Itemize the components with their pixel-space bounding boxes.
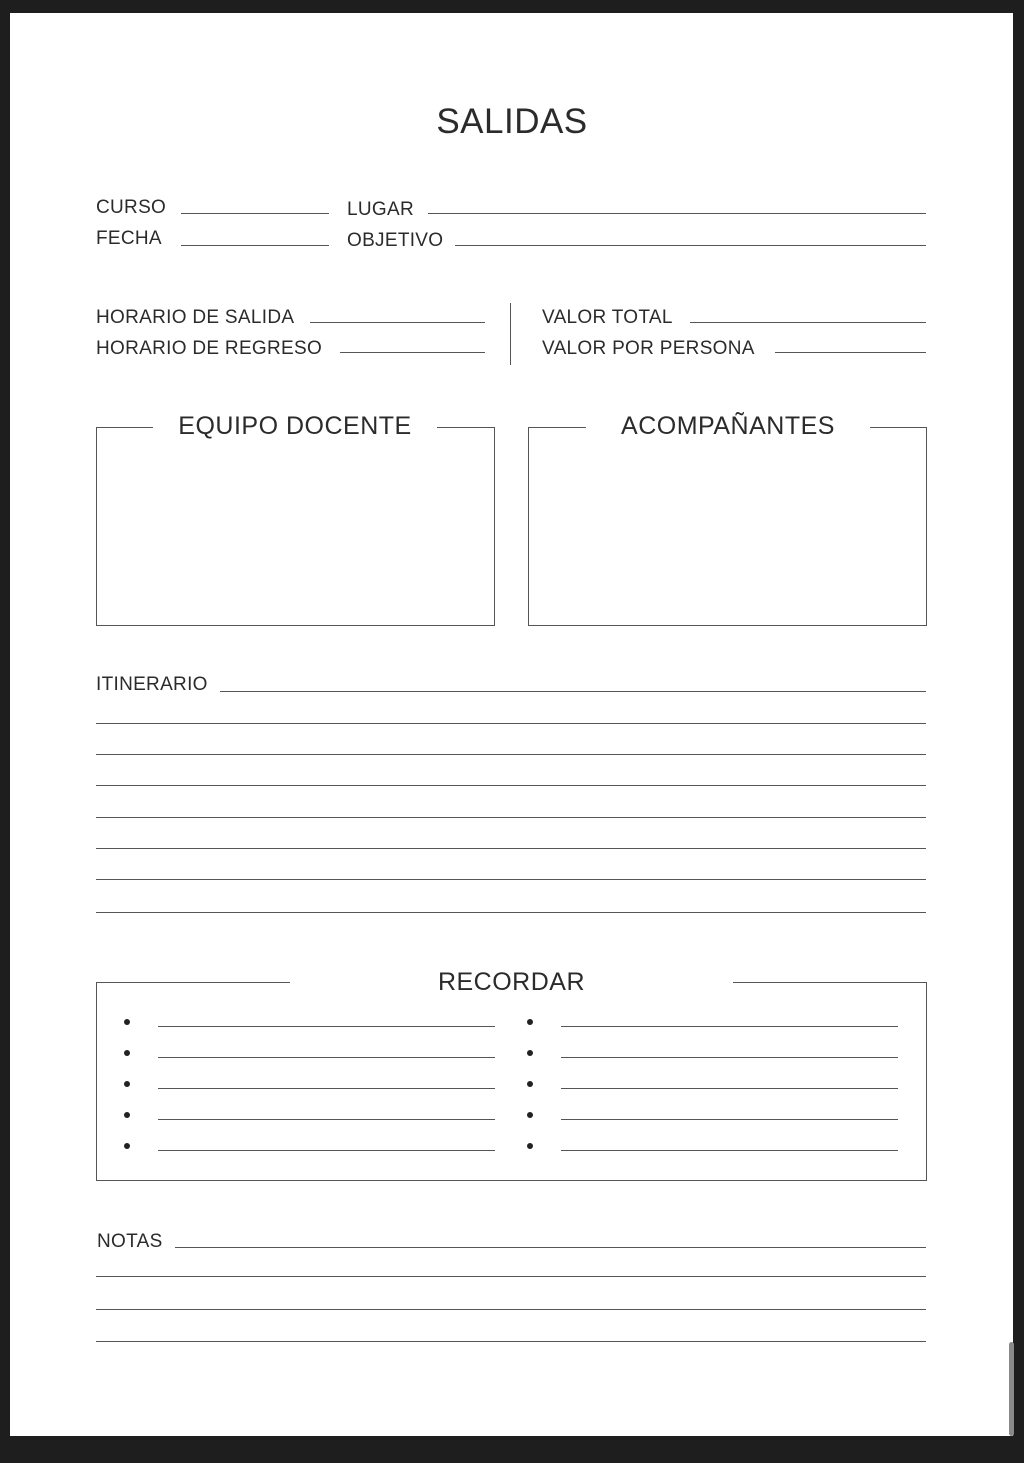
valor-persona-label: VALOR POR PERSONA bbox=[542, 338, 755, 359]
notas-line[interactable] bbox=[96, 1276, 926, 1277]
equipo-docente-box[interactable] bbox=[96, 427, 495, 626]
curso-field[interactable] bbox=[181, 213, 329, 214]
notas-line[interactable] bbox=[175, 1247, 926, 1248]
valor-total-label: VALOR TOTAL bbox=[542, 307, 673, 328]
recordar-item-line[interactable] bbox=[561, 1026, 898, 1027]
bullet-icon bbox=[124, 1081, 130, 1087]
bullet-icon bbox=[527, 1143, 533, 1149]
fecha-label: FECHA bbox=[96, 228, 162, 249]
form-sheet bbox=[10, 13, 1013, 1436]
horario-regreso-field[interactable] bbox=[340, 352, 485, 353]
itinerario-line[interactable] bbox=[96, 879, 926, 880]
notas-label: NOTAS bbox=[97, 1231, 163, 1252]
bullet-icon bbox=[124, 1112, 130, 1118]
itinerario-line[interactable] bbox=[220, 691, 926, 692]
recordar-item-line[interactable] bbox=[561, 1150, 898, 1151]
curso-label: CURSO bbox=[96, 197, 167, 218]
lugar-field[interactable] bbox=[428, 213, 926, 214]
scrollbar-thumb[interactable] bbox=[1009, 1342, 1014, 1436]
recordar-item-line[interactable] bbox=[158, 1150, 495, 1151]
bullet-icon bbox=[527, 1112, 533, 1118]
itinerario-line[interactable] bbox=[96, 817, 926, 818]
itinerario-line[interactable] bbox=[96, 785, 926, 786]
bullet-icon bbox=[124, 1143, 130, 1149]
recordar-box bbox=[96, 982, 927, 1181]
recordar-item-line[interactable] bbox=[561, 1057, 898, 1058]
itinerario-line[interactable] bbox=[96, 723, 926, 724]
itinerario-label: ITINERARIO bbox=[96, 674, 208, 695]
itinerario-line[interactable] bbox=[96, 912, 926, 913]
bullet-icon bbox=[124, 1050, 130, 1056]
recordar-item-line[interactable] bbox=[561, 1119, 898, 1120]
fecha-field[interactable] bbox=[181, 245, 329, 246]
notas-line[interactable] bbox=[96, 1341, 926, 1342]
divider bbox=[510, 303, 511, 365]
recordar-item-line[interactable] bbox=[158, 1088, 495, 1089]
page-title: SALIDAS bbox=[436, 102, 588, 141]
equipo-docente-title: EQUIPO DOCENTE bbox=[153, 411, 437, 441]
lugar-label: LUGAR bbox=[347, 199, 414, 220]
horario-regreso-label: HORARIO DE REGRESO bbox=[96, 338, 323, 359]
bullet-icon bbox=[527, 1081, 533, 1087]
bullet-icon bbox=[527, 1019, 533, 1025]
horario-salida-label: HORARIO DE SALIDA bbox=[96, 307, 295, 328]
valor-persona-field[interactable] bbox=[775, 352, 926, 353]
acompanantes-box[interactable] bbox=[528, 427, 927, 626]
recordar-item-line[interactable] bbox=[158, 1119, 495, 1120]
horario-salida-field[interactable] bbox=[310, 322, 485, 323]
itinerario-line[interactable] bbox=[96, 754, 926, 755]
itinerario-line[interactable] bbox=[96, 848, 926, 849]
bullet-icon bbox=[527, 1050, 533, 1056]
notas-line[interactable] bbox=[96, 1309, 926, 1310]
bullet-icon bbox=[124, 1019, 130, 1025]
recordar-item-line[interactable] bbox=[158, 1026, 495, 1027]
objetivo-field[interactable] bbox=[455, 245, 926, 246]
recordar-item-line[interactable] bbox=[561, 1088, 898, 1089]
acompanantes-title: ACOMPAÑANTES bbox=[586, 411, 870, 441]
objetivo-label: OBJETIVO bbox=[347, 230, 444, 251]
recordar-item-line[interactable] bbox=[158, 1057, 495, 1058]
recordar-title: RECORDAR bbox=[290, 967, 733, 997]
valor-total-field[interactable] bbox=[690, 322, 926, 323]
